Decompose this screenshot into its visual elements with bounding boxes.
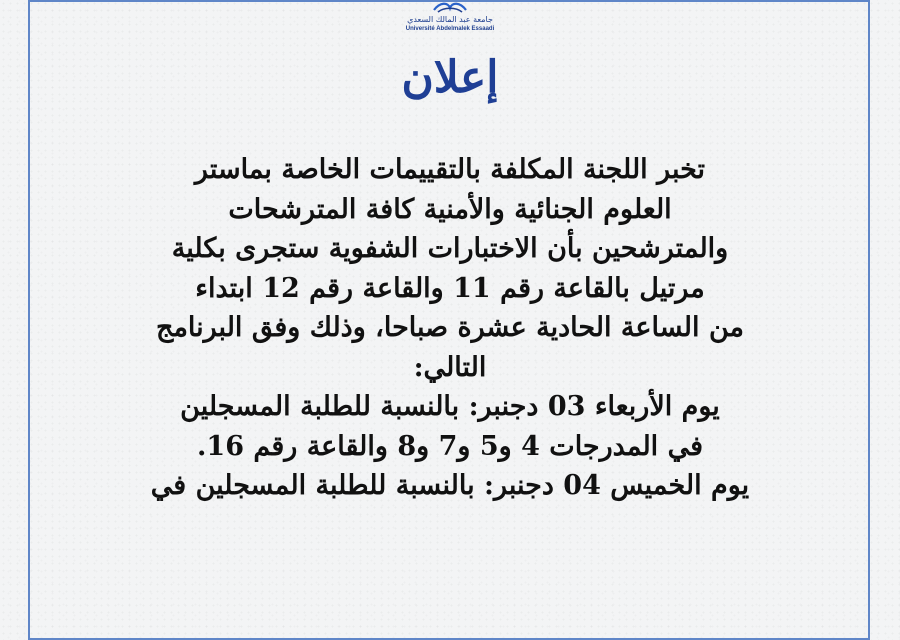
- announcement-title: إعلان: [401, 52, 499, 103]
- body-line: في المدرجات 4 و5 و7 و8 والقاعة رقم 16.: [197, 430, 703, 462]
- body-line: والمترشحين بأن الاختبارات الشفوية ستجرى بكلية: [171, 233, 729, 264]
- body-line: تخبر اللجنة المكلفة بالتقييمات الخاصة بماستر: [194, 154, 706, 185]
- logo-name-french: Université Abdelmalek Essaadi: [405, 26, 495, 32]
- body-line: مرتيل بالقاعة رقم 11 والقاعة رقم 12 ابتداء: [195, 272, 705, 304]
- announcement-body: [70, 150, 830, 506]
- body-line: التالي:: [413, 351, 487, 383]
- university-logo: [0, 0, 900, 36]
- logo-name-arabic: جامعة عبد المالك السعدي: [407, 15, 493, 24]
- body-line: يوم الخميس 04 دجنبر: بالنسبة للطلبة المسجلين في: [150, 470, 750, 501]
- body-line: يوم الأربعاء 03 دجنبر: بالنسبة للطلبة المسجلين: [180, 391, 720, 422]
- university-emblem-icon: [430, 0, 470, 14]
- body-line: العلوم الجنائية والأمنية كافة المترشحات: [228, 193, 672, 225]
- body-line: من الساعة الحادية عشرة صباحا، وذلك وفق البرنامج: [156, 312, 744, 343]
